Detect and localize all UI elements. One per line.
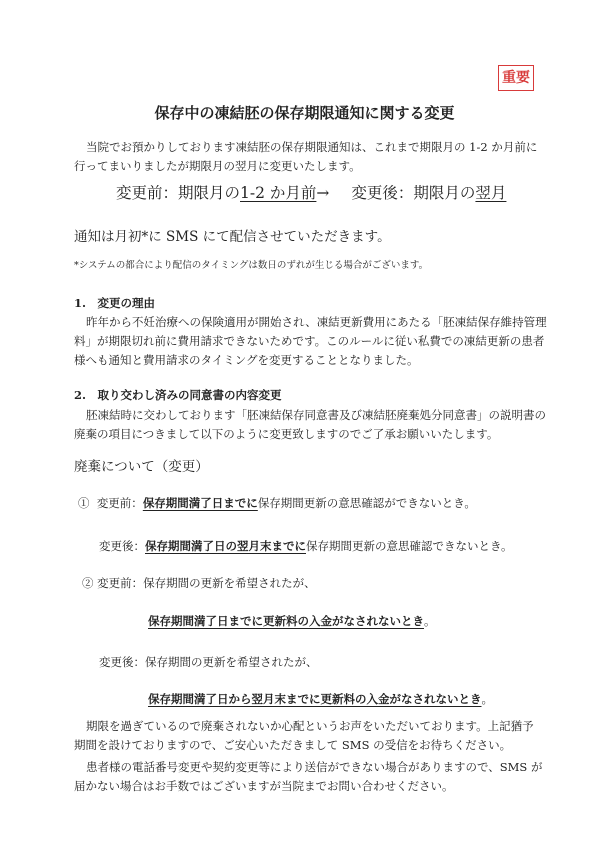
before-label: 変更前：期限月の <box>116 184 241 202</box>
item2-after <box>99 653 318 672</box>
item1-before-rest: 保存期間更新の意思確認ができないとき。 <box>257 496 476 510</box>
closing-line-1: 期限を過ぎているので廃棄されないか心配というお声をいただいております。上記猶予 <box>86 719 534 733</box>
closing-line-3: 患者様の電話番号変更や契約変更等により送信ができない場合がありますので、SMS が <box>86 760 543 774</box>
disposal-heading: 廃棄について（変更） <box>74 459 209 475</box>
intro-line-1: 当院でお預かりしております凍結胚の保存期限通知は、これまで期限月の 1-2 か月前に <box>86 140 538 154</box>
item2-before-text: 保存期間の更新を希望されたが、 <box>143 576 316 590</box>
item2-after-end: 。 <box>481 692 493 706</box>
item2-before-label: 変更前： <box>97 576 144 590</box>
footnote: *システムの都合により配信のタイミングは数日のずれが生じる場合がございます。 <box>74 260 429 271</box>
item2-marker: ② <box>82 576 94 590</box>
section2-line-1: 胚凍結時に交わしております「胚凍結保存同意書及び凍結胚廃棄処分同意書」の説明書の <box>86 408 546 422</box>
section2-line-2: 廃棄の項目につきまして以下のように変更致しますのでご了承お願いいたします。 <box>74 427 499 441</box>
section1-line-1: 昨年から不妊治療への保険適用が開始され、凍結更新費用にあたる「胚凍結保存維持管理 <box>86 315 547 329</box>
before-value: 1-2 か月前 <box>240 184 317 202</box>
after-label: 変更後：期限月の <box>351 184 476 202</box>
item2-before-end: 。 <box>424 614 436 628</box>
item2-after-emphasis: 保存期間満了日から翌月末までに更新料の入金がなされないとき <box>148 692 482 706</box>
item2-after-label: 変更後： <box>99 655 145 669</box>
arrow-icon: → <box>316 184 330 202</box>
item1-after-rest: 保存期間更新の意思確認できないとき。 <box>306 539 513 553</box>
item2-before-emphasis: 保存期間満了日までに更新料の入金がなされないとき <box>148 614 424 628</box>
page-title: 保存中の凍結胚の保存期限通知に関する変更 <box>154 104 455 122</box>
item2-before <box>82 574 316 593</box>
item1-marker: ① <box>78 496 90 510</box>
item1-after-label: 変更後： <box>99 539 145 553</box>
important-badge: 重要 <box>498 65 534 91</box>
intro-line-2: 行ってまいりましたが期限月の翌月に変更いたします。 <box>74 159 361 173</box>
item1-after <box>99 537 513 556</box>
item1-before <box>78 494 476 513</box>
change-summary <box>116 181 506 203</box>
section1-line-2: 料」が期限切れ前に費用請求できないためです。このルールに従い私費での凍結更新の患者 <box>74 334 545 348</box>
section2-heading: 2. 取り交わし済みの同意書の内容変更 <box>74 388 282 402</box>
notice-line: 通知は月初*に SMS にて配信させていただきます。 <box>74 229 391 245</box>
section1-heading: 1. 変更の理由 <box>74 296 156 310</box>
item1-before-label: 変更前： <box>96 496 143 510</box>
item1-after-emphasis: 保存期間満了日の翌月末までに <box>145 539 306 553</box>
after-value: 翌月 <box>475 184 507 202</box>
item2-before-condition <box>148 612 436 631</box>
closing-line-4: 届かない場合はお手数ではございますが当院までお問い合わせください。 <box>74 779 454 793</box>
item1-before-emphasis: 保存期間満了日までに <box>142 496 258 510</box>
section1-line-3: 様へも通知と費用請求のタイミングを変更することとなりました。 <box>74 353 419 367</box>
item2-after-text: 保存期間の更新を希望されたが、 <box>145 655 318 669</box>
item2-after-condition <box>148 690 493 709</box>
closing-line-2: 期間を設けておりますので、ご安心いただきまして SMS の受信をお待ちください。 <box>74 738 512 752</box>
